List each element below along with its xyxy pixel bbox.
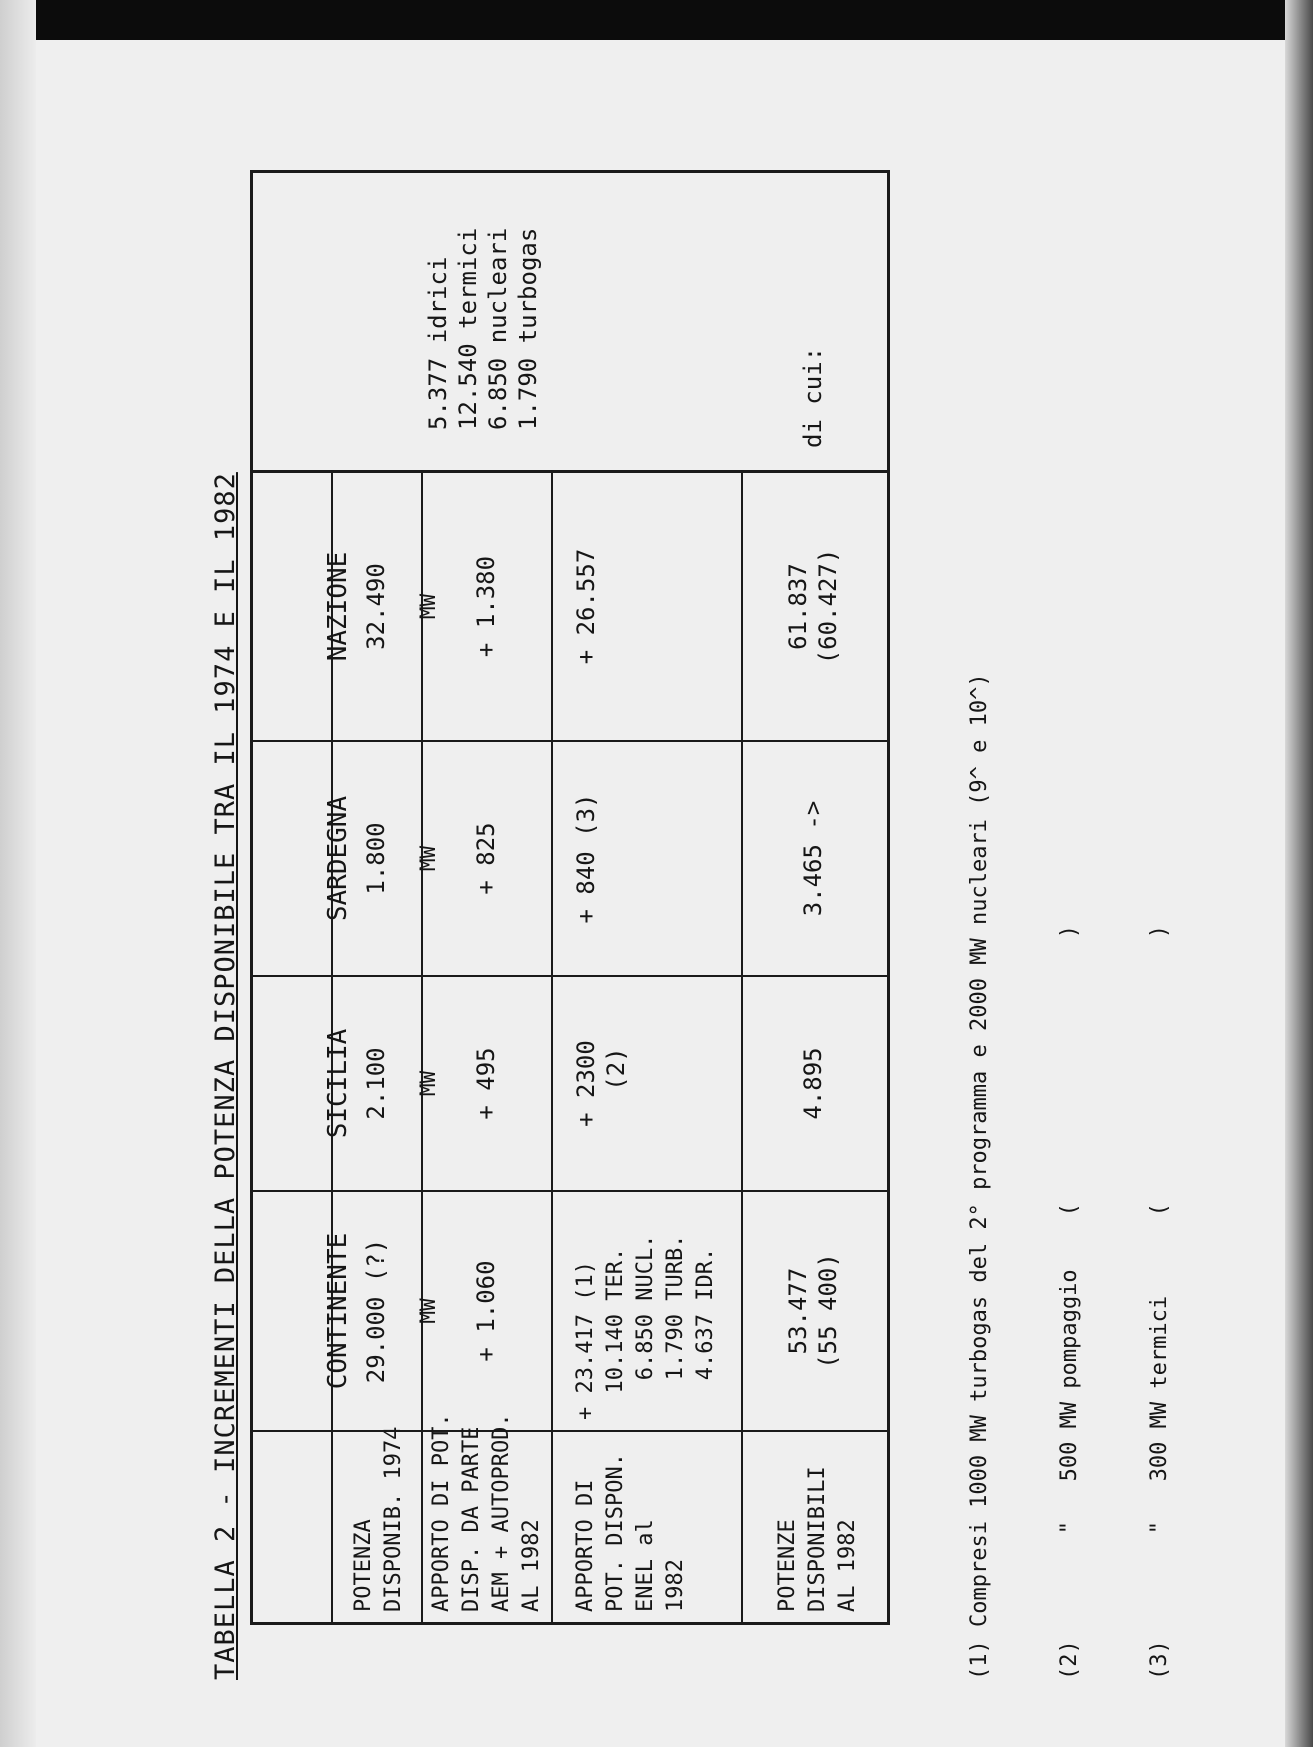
- rotated-table-sheet: [210, 160, 1172, 1680]
- row-label-apporto-enel: APPORTO DI POT. DISPON. ENEL al 1982: [573, 1453, 688, 1612]
- row-label-potenze-1982: POTENZE DISPONIBILI AL 1982: [775, 1466, 860, 1612]
- breakdown-label: turbogas: [514, 227, 542, 344]
- cell-sicilia-1982: 4.895: [799, 1047, 827, 1120]
- breakdown-label: termici: [454, 227, 482, 329]
- footnote-2: (2) " 500 MW pompaggio ( ): [1057, 925, 1082, 1680]
- cell-nazione-1974: 32.490: [362, 563, 390, 650]
- footnotes: [905, 180, 1235, 1680]
- cell-sicilia-aem: + 495: [472, 1047, 500, 1120]
- breakdown-label: idrici: [424, 256, 452, 344]
- breakdown-value: 5.377: [424, 357, 452, 430]
- breakdown-row: [513, 190, 543, 430]
- row-rule-3: [741, 473, 743, 1622]
- cell-sardegna-aem: + 825: [472, 822, 500, 895]
- breakdown-row: [423, 190, 453, 430]
- header-sardegna-unit: MW: [416, 845, 440, 872]
- cell-sardegna-enel: + 840 (3): [572, 793, 600, 924]
- scan-top-border: [0, 0, 1313, 40]
- header-sardegna-name: SARDEGNA: [323, 795, 353, 922]
- breakdown-value: 12.540: [454, 343, 482, 430]
- cell-sicilia-enel: + 2300 (2): [572, 1040, 630, 1127]
- cell-sicilia-1974: 2.100: [362, 1047, 390, 1120]
- breakdown-value: 1.790: [514, 357, 542, 430]
- cell-continente-aem: + 1.060: [472, 1260, 500, 1362]
- breakdown-label: nucleari: [484, 227, 512, 344]
- scan-left-margin: [0, 0, 36, 1747]
- table-title: TABELLA 2 - INCREMENTI DELLA POTENZA DISPONIBILE TRA IL 1974 E IL 1982: [210, 472, 241, 1680]
- header-sicilia-unit: MW: [416, 1070, 440, 1097]
- breakdown-list: [423, 190, 543, 430]
- breakdown-value: 6.850: [484, 357, 512, 430]
- breakdown-row: [453, 190, 483, 430]
- cell-sardegna-1974: 1.800: [362, 822, 390, 895]
- row-label-apporto-aem: APPORTO DI POT. DISP. DA PARTE AEM + AUTOPROD. AL 1982: [429, 1413, 544, 1612]
- cell-continente-1974: 29.000 (?): [362, 1238, 390, 1384]
- cell-nazione-enel: + 26.557: [572, 548, 600, 665]
- footnote-3: (3) " 300 MW termici ( ): [1147, 925, 1172, 1680]
- cell-nazione-1982: 61.837 (60.427): [784, 548, 842, 665]
- cell-continente-enel: + 23.417 (1) 10.140 TER. 6.850 NUCL. 1.790 TURB. 4.637 IDR.: [573, 1234, 718, 1420]
- cell-nazione-aem: + 1.380: [472, 555, 500, 658]
- header-continente-name: CONTINENTE: [323, 1232, 353, 1390]
- header-continente-unit: MW: [416, 1298, 440, 1324]
- scan-right-margin: [1285, 0, 1313, 1747]
- cell-continente-1982: 53.477 (55 400): [784, 1253, 842, 1369]
- header-sicilia-name: SICILIA: [323, 1028, 353, 1139]
- cell-sardegna-1982: 3.465 ->: [799, 800, 827, 917]
- data-table: [250, 470, 890, 1625]
- breakdown-box: [250, 170, 890, 470]
- header-nazione-name: NAZIONE: [323, 551, 353, 662]
- breakdown-row: [483, 190, 513, 430]
- breakdown-intro: di cui:: [799, 346, 827, 448]
- row-rule-2: [551, 473, 553, 1622]
- header-nazione-unit: MW: [416, 593, 440, 620]
- row-label-potenza-1974: POTENZA DISPONIB. 1974: [351, 1426, 406, 1612]
- footnote-1: (1) Compresi 1000 MW turbogas del 2° programma e 2000 MW nucleari (9^ e 10^): [967, 673, 992, 1680]
